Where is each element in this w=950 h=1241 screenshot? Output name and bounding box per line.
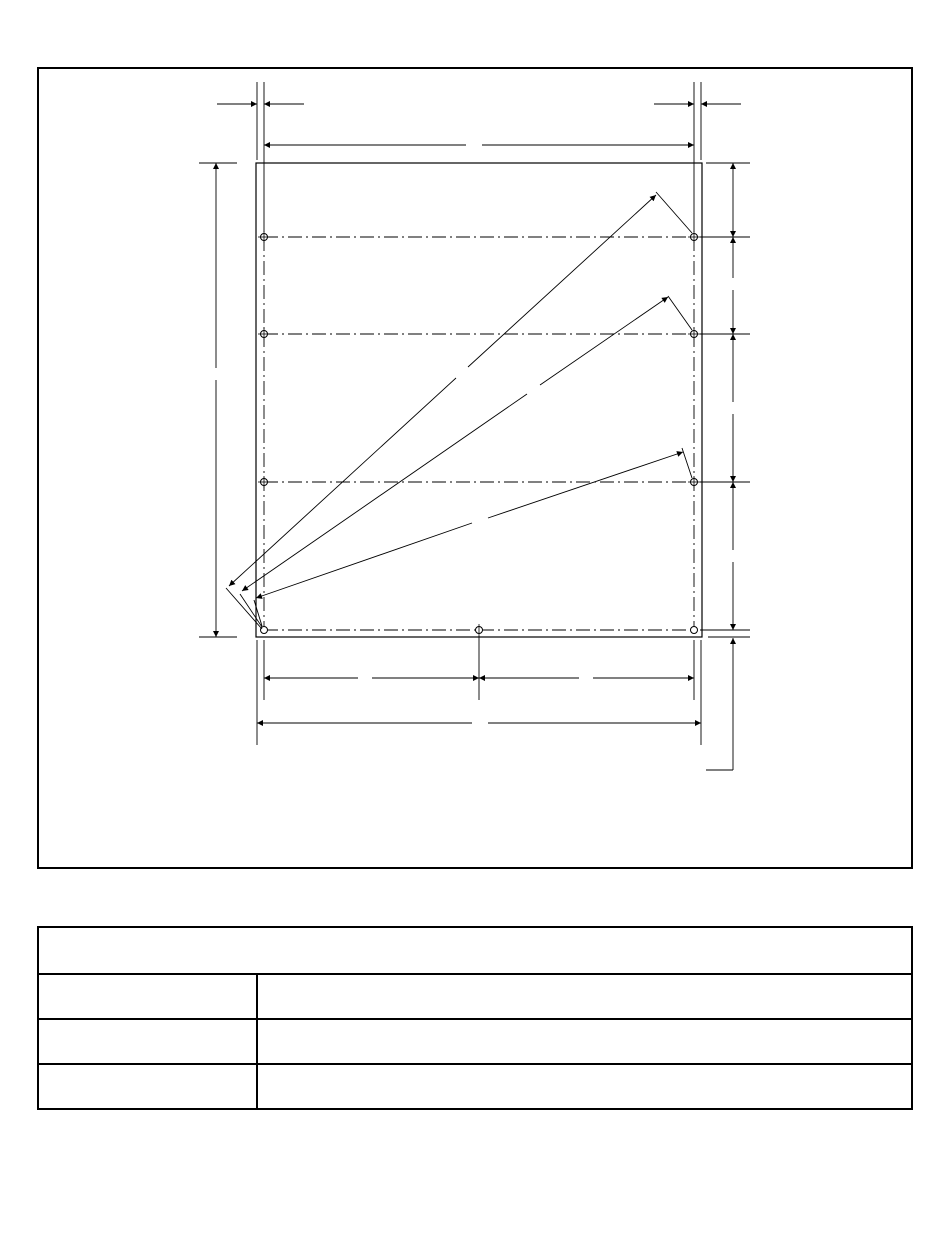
row-label [38, 1064, 257, 1109]
table-row [38, 1064, 912, 1109]
table-header [38, 927, 912, 974]
spec-table [37, 926, 913, 1110]
drawing-border [38, 68, 912, 868]
hole-marker [261, 627, 268, 634]
row-label [38, 974, 257, 1019]
row-label [38, 1019, 257, 1064]
extension-lines [199, 82, 750, 745]
hole-marker [691, 627, 698, 634]
table-header-row [38, 927, 912, 974]
table-row [38, 1019, 912, 1064]
row-value [257, 1019, 912, 1064]
row-value [257, 974, 912, 1019]
row-value [257, 1064, 912, 1109]
centerlines [264, 237, 694, 630]
diagonal-dimensions [226, 192, 692, 629]
panel-outline [256, 163, 702, 637]
dimension-lines [216, 104, 741, 770]
table-row [38, 974, 912, 1019]
